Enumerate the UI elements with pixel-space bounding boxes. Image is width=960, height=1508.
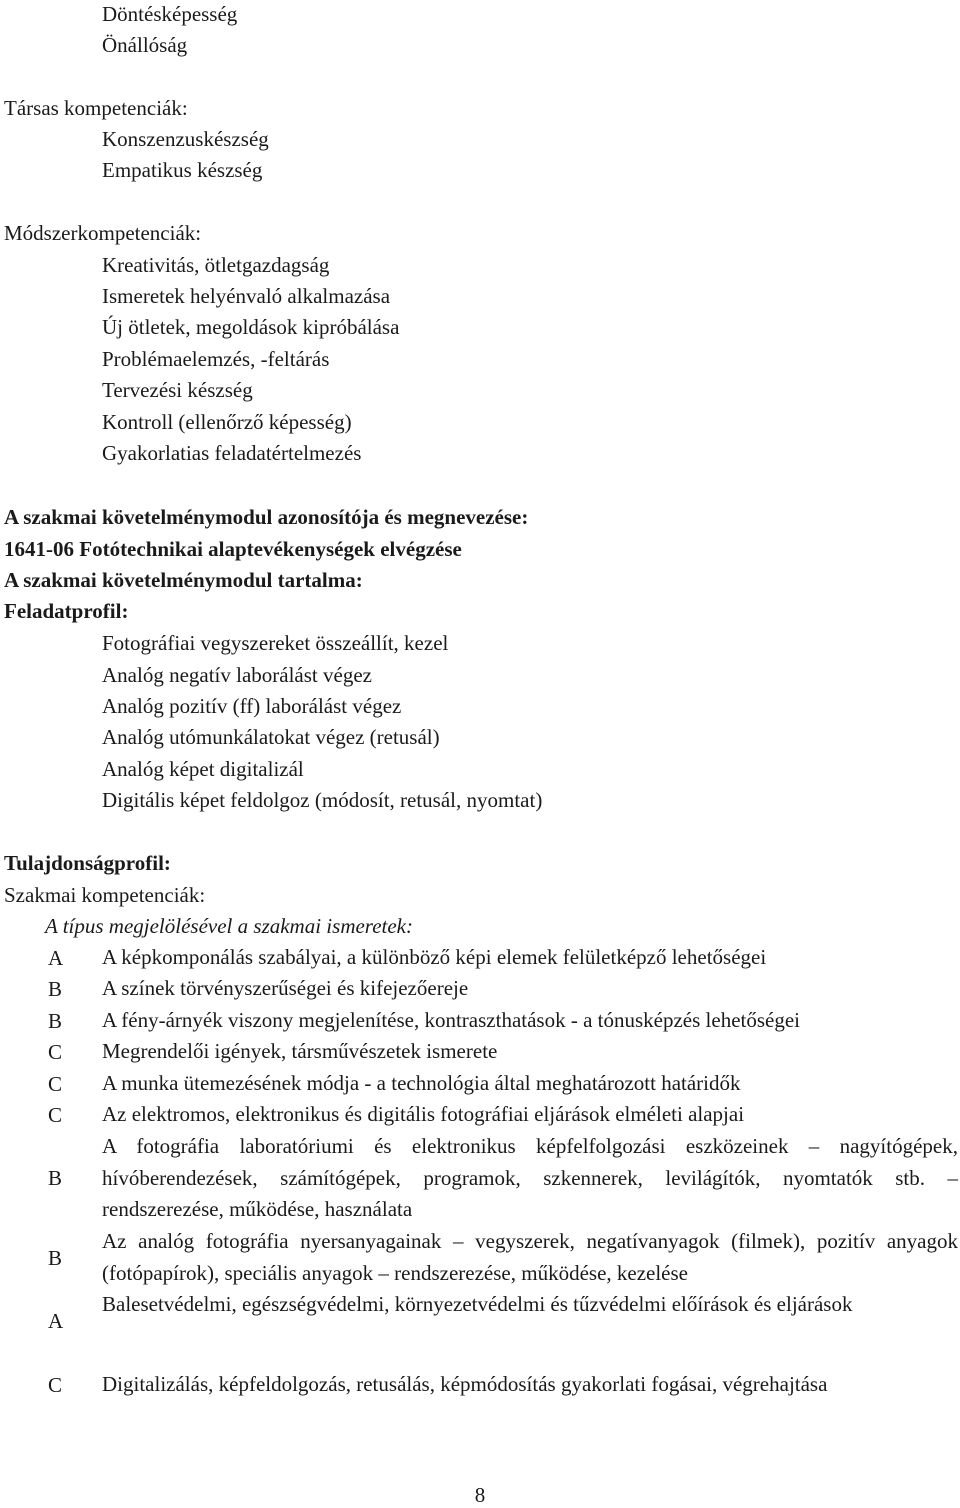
knowledge-type: C xyxy=(48,1373,63,1397)
competency-item: Döntésképesség xyxy=(102,2,238,26)
task-item: Analóg negatív laborálást végez xyxy=(102,663,372,687)
competency-item: Kreativitás, ötletgazdagság xyxy=(102,253,330,277)
competency-item: Ismeretek helyénvaló alkalmazása xyxy=(102,284,391,308)
knowledge-type: B xyxy=(48,1166,63,1190)
knowledge-text: A fény-árnyék viszony megjelenítése, kontraszthatások - a tónusképzés lehetőségei xyxy=(102,1008,801,1032)
competency-item: Új ötletek, megoldások kipróbálása xyxy=(102,315,400,339)
module-id-name: 1641-06 Fotótechnikai alaptevékenységek elvégzése xyxy=(4,537,462,561)
knowledge-text: Digitalizálás, képfeldolgozás, retusálás, képmódosítás gyakorlati fogásai, végrehajtása xyxy=(102,1372,828,1396)
knowledge-type: B xyxy=(48,1246,63,1270)
competency-item: Önállóság xyxy=(102,33,188,57)
type-note: A típus megjelölésével a szakmai ismeretek: xyxy=(45,914,413,938)
page-number: 8 xyxy=(474,1483,486,1507)
task-profile-heading: Feladatprofil: xyxy=(4,599,129,623)
competency-item: Problémaelemzés, -feltárás xyxy=(102,347,330,371)
knowledge-type: C xyxy=(48,1103,63,1127)
competency-item: Tervezési készség xyxy=(102,378,253,402)
knowledge-text: A munka ütemezésének módja - a technológia által meghatározott határidők xyxy=(102,1071,741,1095)
section-heading-social: Társas kompetenciák: xyxy=(4,96,188,120)
knowledge-text: Megrendelői igények, társművészetek ismerete xyxy=(102,1039,498,1063)
knowledge-type: A xyxy=(48,946,64,970)
module-id-heading: A szakmai követelménymodul azonosítója és megnevezése: xyxy=(4,505,529,529)
task-item: Digitális képet feldolgoz (módosít, retusál, nyomtat) xyxy=(102,788,543,812)
competency-item: Konszenzuskészség xyxy=(102,127,269,151)
competency-item: Gyakorlatias feladatértelmezés xyxy=(102,441,362,465)
task-item: Fotográfiai vegyszereket összeállít, kezel xyxy=(102,631,449,655)
task-item: Analóg pozitív (ff) laborálást végez xyxy=(102,694,402,718)
knowledge-text: Az elektromos, elektronikus és digitális fotográfiai eljárások elméleti alapjai xyxy=(102,1102,745,1126)
knowledge-text: Balesetvédelmi, egészségvédelmi, környezetvédelmi és tűzvédelmi előírások és eljárások xyxy=(102,1292,853,1316)
property-profile-heading: Tulajdonságprofil: xyxy=(4,851,171,875)
knowledge-type: C xyxy=(48,1072,63,1096)
knowledge-text: Az analóg fotográfia nyersanyagainak – vegyszerek, negatívanyagok (filmek), pozitív anyagok (fotópapírok), speciális anyagok – rendszerezése, működése, kezelése xyxy=(102,1229,958,1285)
competency-item: Kontroll (ellenőrző képesség) xyxy=(102,410,352,434)
knowledge-text: A színek törvényszerűségei és kifejezőereje xyxy=(102,976,469,1000)
professional-competencies-heading: Szakmai kompetenciák: xyxy=(4,883,206,907)
task-item: Analóg utómunkálatokat végez (retusál) xyxy=(102,725,440,749)
knowledge-type: A xyxy=(48,1309,64,1333)
knowledge-type: B xyxy=(48,1009,63,1033)
section-heading-method: Módszerkompetenciák: xyxy=(4,221,202,245)
task-item: Analóg képet digitalizál xyxy=(102,757,304,781)
knowledge-text: A képkomponálás szabályai, a különböző képi elemek felületképző lehetőségei xyxy=(102,945,767,969)
competency-item: Empatikus készség xyxy=(102,158,263,182)
module-content-heading: A szakmai követelménymodul tartalma: xyxy=(4,568,363,592)
knowledge-type: C xyxy=(48,1040,63,1064)
knowledge-type: B xyxy=(48,977,63,1001)
knowledge-text: A fotográfia laboratóriumi és elektronikus képfelfolgozási eszközeinek – nagyítógépek, hívóberendezések, számítógépek, programok, szkennerek, levilágítók, nyomtatók stb. – rendszerezése, működése, használata xyxy=(102,1134,958,1221)
